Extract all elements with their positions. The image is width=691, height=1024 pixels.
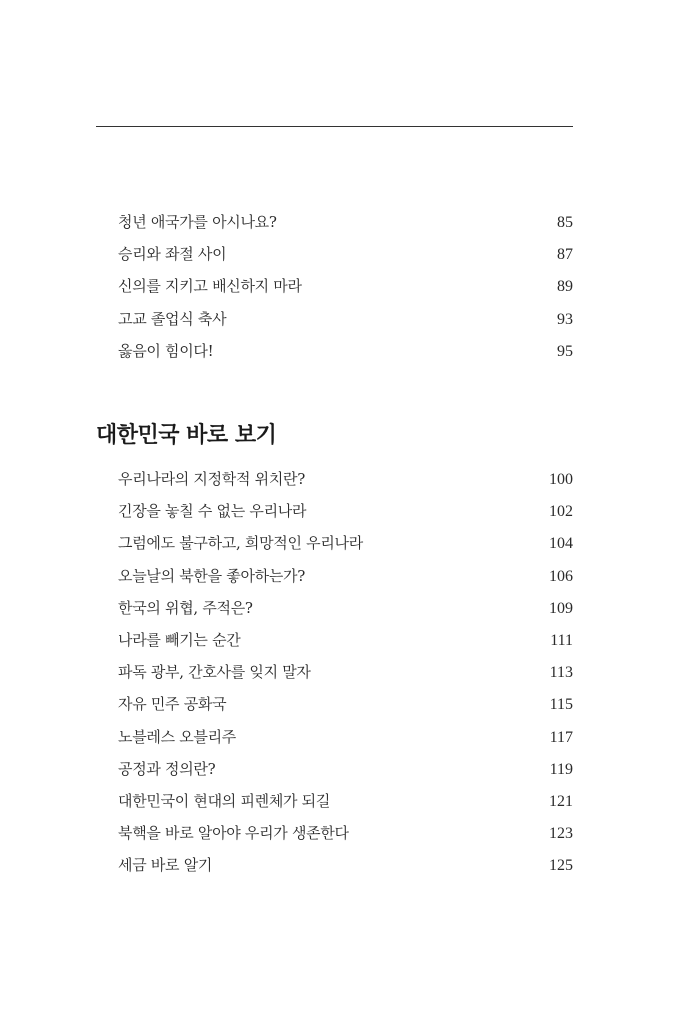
toc-entry-page: 89	[557, 278, 573, 296]
toc-entry-title: 나라를 빼기는 순간	[118, 630, 241, 649]
section-heading: 대한민국 바로 보기	[96, 423, 277, 448]
toc-entry-title: 승리와 좌절 사이	[118, 245, 227, 264]
toc-entry-page: 119	[549, 760, 573, 778]
toc-entry-page: 104	[549, 535, 573, 553]
toc-entry-page: 93	[557, 310, 573, 328]
toc-entry-page: 106	[549, 567, 573, 585]
toc-entry[interactable]	[118, 592, 573, 624]
toc-entry[interactable]	[118, 688, 573, 720]
toc-entry-page: 121	[549, 792, 573, 810]
toc-entry-page: 109	[549, 599, 573, 617]
toc-entry-page: 123	[549, 825, 573, 843]
toc-entry-title: 북핵을 바로 알아야 우리가 생존한다	[118, 824, 349, 843]
toc-entry-title: 오늘날의 북한을 좋아하는가?	[118, 566, 305, 585]
toc-entry-page: 85	[557, 214, 573, 231]
toc-entry-title: 고교 졸업식 축사	[118, 309, 227, 328]
toc-entry-page: 113	[549, 664, 573, 682]
toc-entry-page: 111	[550, 631, 573, 649]
toc-entry[interactable]	[118, 463, 573, 495]
toc-entry-page: 117	[549, 728, 573, 746]
toc-entry-title: 세금 바로 알기	[118, 856, 213, 875]
toc-entry[interactable]	[118, 270, 573, 302]
toc-entry-title: 자유 민주 공화국	[118, 695, 227, 714]
toc-entry[interactable]	[118, 656, 573, 688]
toc-entry-title: 옳음이 힘이다!	[118, 341, 214, 360]
toc-entry-page: 125	[549, 857, 573, 875]
toc-entry-title: 공정과 정의란?	[118, 759, 216, 778]
toc-entry-title: 대한민국이 현대의 피렌체가 되길	[118, 791, 331, 810]
toc-entry[interactable]	[118, 817, 573, 849]
toc-entry[interactable]	[118, 849, 573, 881]
toc-entry-page: 87	[557, 246, 573, 264]
toc-entry-title: 긴장을 놓칠 수 없는 우리나라	[118, 502, 307, 521]
toc-entry-title: 우리나라의 지정학적 위치란?	[118, 470, 305, 488]
toc-list-previous-section	[118, 206, 573, 367]
toc-entry-page: 115	[549, 696, 573, 714]
toc-entry[interactable]	[118, 495, 573, 527]
toc-entry[interactable]	[118, 560, 573, 592]
toc-entry-title: 파독 광부, 간호사를 잊지 말자	[118, 663, 311, 682]
toc-entry[interactable]	[118, 753, 573, 785]
toc-entry[interactable]	[118, 527, 573, 559]
toc-entry[interactable]	[118, 721, 573, 753]
header-rule	[96, 126, 573, 127]
toc-entry-title: 신의를 지키고 배신하지 마라	[118, 277, 302, 296]
toc-entry[interactable]	[118, 238, 573, 270]
toc-entry-title: 노블레스 오블리주	[118, 727, 236, 746]
toc-entry-page: 100	[549, 471, 573, 488]
toc-entry-title: 한국의 위협, 주적은?	[118, 598, 253, 617]
toc-entry[interactable]	[118, 335, 573, 367]
toc-entry[interactable]	[118, 785, 573, 817]
toc-entry-page: 102	[549, 503, 573, 521]
toc-entry[interactable]	[118, 303, 573, 335]
toc-entry-title: 그럼에도 불구하고, 희망적인 우리나라	[118, 534, 363, 553]
toc-entry-page: 95	[557, 342, 573, 360]
toc-entry-title: 청년 애국가를 아시나요?	[118, 213, 277, 231]
toc-entry[interactable]	[118, 206, 573, 238]
toc-list-korea-section	[118, 463, 573, 881]
toc-entry[interactable]	[118, 624, 573, 656]
